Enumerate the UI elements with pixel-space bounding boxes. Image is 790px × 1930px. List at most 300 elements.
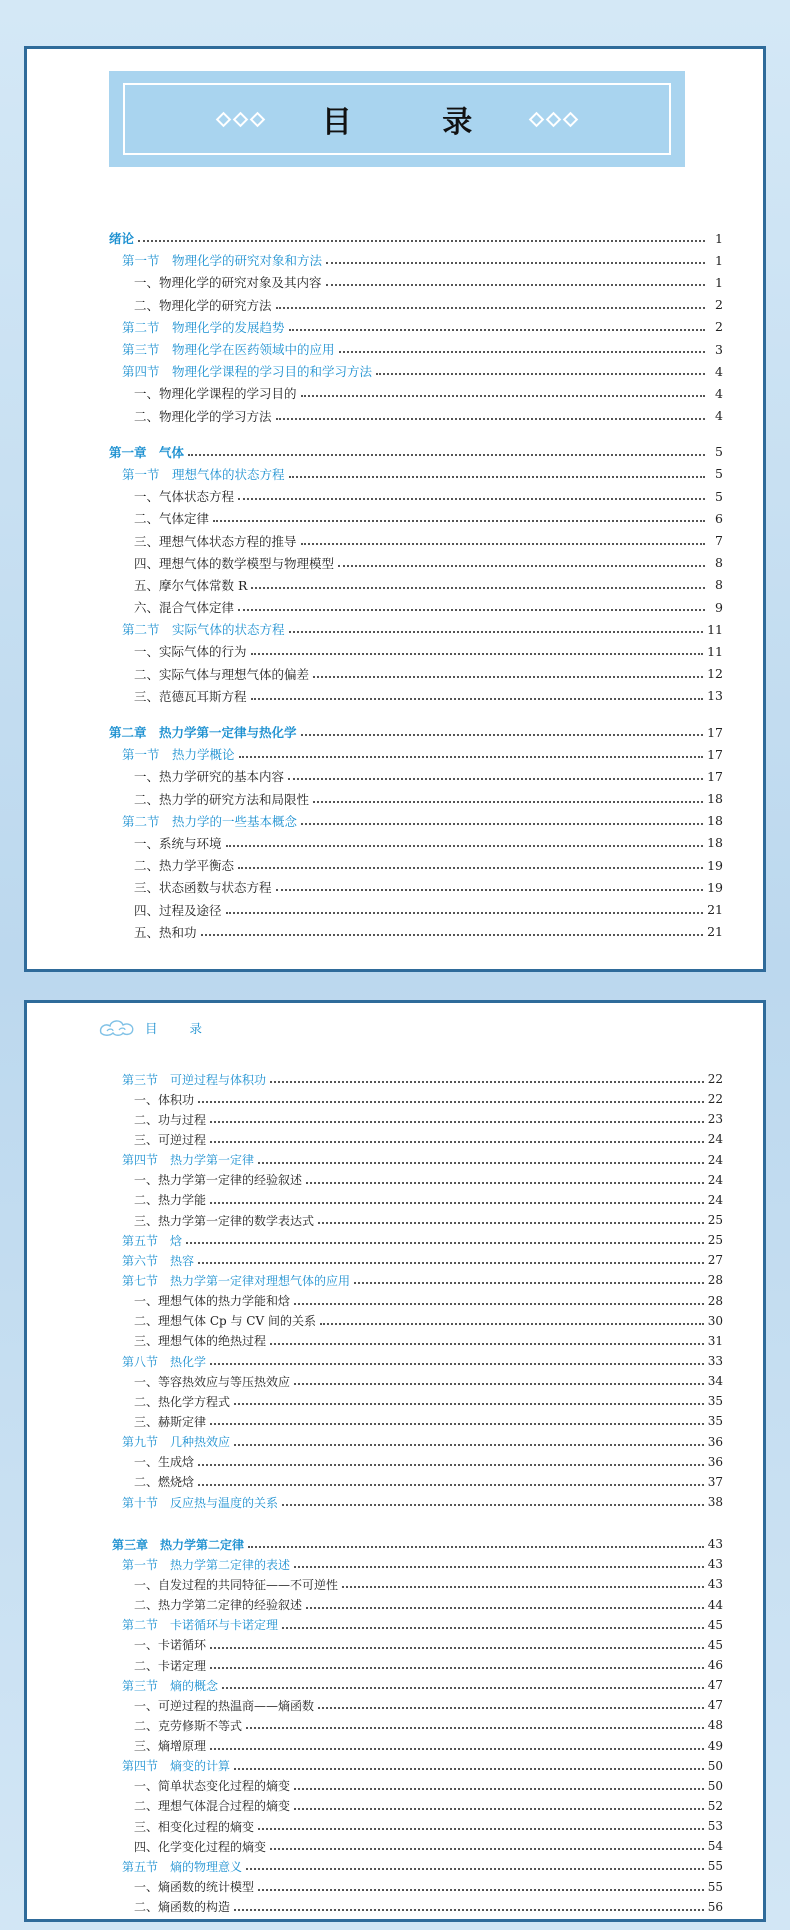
toc-entry-title: 第一节 物理化学的研究对象和方法	[122, 253, 323, 269]
dot-leader	[226, 845, 704, 847]
title-frame	[123, 83, 671, 155]
toc-page-number: 24	[707, 1192, 723, 1207]
toc-subsection[interactable]	[27, 1897, 763, 1917]
toc-entry-title: 二、热化学方程式	[134, 1394, 231, 1409]
toc-page-number: 4	[715, 363, 723, 379]
toc-page-number: 52	[707, 1798, 723, 1813]
toc-page-number: 18	[707, 791, 723, 807]
toc-subsection[interactable]	[27, 1331, 763, 1351]
toc-page-number: 5	[715, 444, 723, 460]
toc-page-number: 27	[707, 1253, 723, 1268]
toc-entry-title: 二、热力学第二定律的经验叙述	[134, 1598, 303, 1613]
toc-page-number: 5	[715, 488, 723, 504]
toc-subsection[interactable]	[27, 1371, 763, 1391]
toc-subsection[interactable]	[27, 1836, 763, 1856]
cloud-ornament-icon	[97, 1017, 137, 1039]
toc-page-number: 35	[707, 1414, 723, 1429]
toc-section[interactable]	[27, 463, 763, 485]
dot-leader	[238, 609, 705, 611]
dot-leader	[210, 1202, 704, 1204]
toc-entry-title: 第三节 可逆过程与体积功	[122, 1072, 267, 1087]
toc-section[interactable]	[27, 1250, 763, 1270]
toc-section[interactable]	[27, 1554, 763, 1574]
left-diamond-ornament-icon	[215, 114, 266, 125]
dot-leader	[246, 1727, 704, 1729]
toc-subsection[interactable]	[27, 876, 763, 898]
dot-leader	[289, 631, 704, 633]
toc-page-number: 17	[707, 746, 723, 762]
dot-leader	[301, 734, 704, 736]
toc-entry-title: 五、热和功	[134, 924, 197, 940]
toc-subsection[interactable]	[27, 529, 763, 551]
toc-page-2	[24, 1000, 766, 1922]
toc-entry-title: 二、热力学平衡态	[134, 858, 235, 874]
toc-page-number: 7	[715, 533, 723, 549]
toc-entry-title: 三、熵增原理	[134, 1739, 207, 1754]
toc-entry-title: 第五节 焓	[122, 1233, 183, 1248]
toc-entry-title: 一、实际气体的行为	[134, 644, 247, 660]
toc-subsection[interactable]	[27, 1109, 763, 1129]
toc-entry-title: 三、范德瓦耳斯方程	[134, 688, 247, 704]
toc-page-number: 36	[707, 1434, 723, 1449]
toc-subsection[interactable]	[27, 271, 763, 293]
toc-entry-title: 二、物理化学的研究方法	[134, 297, 272, 313]
dot-leader	[276, 889, 704, 891]
toc-page-number: 17	[707, 768, 723, 784]
toc-entry-title: 二、克劳修斯不等式	[134, 1718, 243, 1733]
toc-subsection[interactable]	[27, 832, 763, 854]
toc-subsection[interactable]	[27, 1311, 763, 1331]
toc-section[interactable]	[27, 1856, 763, 1876]
dot-leader	[210, 1647, 704, 1649]
toc-entry-title: 一、可逆过程的热温商——熵函数	[134, 1698, 315, 1713]
running-head-title: 目 录	[145, 1021, 216, 1036]
dot-leader	[248, 1546, 704, 1548]
toc-page-number: 19	[707, 857, 723, 873]
toc-entry-title: 第八节 热化学	[122, 1354, 207, 1369]
toc-subsection[interactable]	[27, 1190, 763, 1210]
dot-leader	[138, 240, 705, 242]
toc-page-number: 3	[715, 341, 723, 357]
toc-entry-title: 一、简单状态变化过程的熵变	[134, 1779, 291, 1794]
toc-page-number: 33	[707, 1354, 723, 1369]
toc-subsection[interactable]	[27, 788, 763, 810]
toc-subsection[interactable]	[27, 1411, 763, 1431]
toc-page-number: 43	[707, 1557, 723, 1572]
toc-entry-title: 三、理想气体的绝热过程	[134, 1334, 267, 1349]
toc-section[interactable]	[27, 1069, 763, 1089]
toc-page-number: 22	[707, 1092, 723, 1107]
toc-page-number: 56	[707, 1899, 723, 1914]
toc-entry-title: 第一节 理想气体的状态方程	[122, 466, 285, 482]
dot-leader	[201, 934, 704, 936]
toc-page-number: 4	[715, 385, 723, 401]
toc-entry-title: 五、摩尔气体常数 R	[134, 577, 248, 593]
toc-section[interactable]	[27, 360, 763, 382]
toc-subsection[interactable]	[27, 854, 763, 876]
toc-subsection[interactable]	[27, 1391, 763, 1411]
toc-page-number: 17	[707, 724, 723, 740]
toc-page-number: 11	[707, 621, 723, 637]
page-title: 目 录	[321, 105, 513, 140]
dot-leader	[354, 1282, 704, 1284]
toc-subsection[interactable]	[27, 1210, 763, 1230]
toc-entry-title: 第四节 热力学第一定律	[122, 1153, 255, 1168]
toc-subsection[interactable]	[27, 1715, 763, 1735]
toc-subsection[interactable]	[27, 921, 763, 943]
toc-entry-title: 二、卡诺定理	[134, 1658, 207, 1673]
toc-entry-title: 一、体积功	[134, 1092, 195, 1107]
toc-subsection[interactable]	[27, 663, 763, 685]
dot-leader	[338, 565, 705, 567]
dot-leader	[198, 1101, 704, 1103]
toc-entry-title: 二、热力学的研究方法和局限性	[134, 791, 310, 807]
toc-entry-title: 一、热力学第一定律的经验叙述	[134, 1173, 303, 1188]
toc-section[interactable]	[27, 1270, 763, 1290]
dot-leader	[198, 1464, 704, 1466]
toc-entry-title: 六、混合气体定律	[134, 600, 235, 616]
running-head	[97, 1017, 216, 1039]
toc-subsection[interactable]	[27, 294, 763, 316]
toc-subsection[interactable]	[27, 1170, 763, 1190]
toc-page-number: 49	[707, 1738, 723, 1753]
toc-chapter[interactable]	[27, 1534, 763, 1554]
toc-page-number: 47	[707, 1698, 723, 1713]
toc-entry-title: 三、理想气体状态方程的推导	[134, 533, 297, 549]
dot-leader	[326, 284, 705, 286]
toc-section[interactable]	[27, 1492, 763, 1512]
toc-entry-title: 二、功与过程	[134, 1112, 207, 1127]
toc-section[interactable]	[27, 338, 763, 360]
toc-page-number: 8	[715, 555, 723, 571]
dot-leader	[318, 1222, 704, 1224]
toc-subsection[interactable]	[27, 1635, 763, 1655]
toc-page-number: 50	[707, 1778, 723, 1793]
toc-entry-title: 三、状态函数与状态方程	[134, 880, 272, 896]
toc-subsection[interactable]	[27, 596, 763, 618]
dot-leader	[294, 1303, 704, 1305]
dot-leader	[276, 307, 705, 309]
dot-leader	[222, 1687, 704, 1689]
toc-page-number: 50	[707, 1758, 723, 1773]
toc-page-number: 45	[707, 1637, 723, 1652]
toc-subsection[interactable]	[27, 552, 763, 574]
dot-leader	[210, 1363, 704, 1365]
toc-subsection[interactable]	[27, 382, 763, 404]
toc-subsection[interactable]	[27, 1876, 763, 1896]
toc-page-number: 43	[707, 1537, 723, 1552]
toc-list	[27, 227, 763, 943]
dot-leader	[270, 1848, 704, 1850]
toc-entry-title: 第三章 热力学第二定律	[112, 1537, 245, 1552]
toc-subsection[interactable]	[27, 765, 763, 787]
toc-entry-title: 第二节 实际气体的状态方程	[122, 622, 285, 638]
toc-section[interactable]	[27, 1615, 763, 1635]
toc-entry-title: 绪论	[109, 231, 135, 247]
toc-page-number: 9	[715, 599, 723, 615]
dot-leader	[342, 1586, 704, 1588]
toc-page-number: 18	[707, 835, 723, 851]
toc-subsection[interactable]	[27, 574, 763, 596]
dot-leader	[301, 543, 705, 545]
dot-leader	[282, 1504, 704, 1506]
toc-page-number: 45	[707, 1617, 723, 1632]
toc-page-number: 18	[707, 813, 723, 829]
dot-leader	[301, 823, 703, 825]
toc-page-number: 54	[707, 1839, 723, 1854]
right-diamond-ornament-icon	[528, 114, 579, 125]
toc-page-number: 37	[707, 1474, 723, 1489]
dot-leader	[320, 1323, 704, 1325]
dot-leader	[318, 1707, 704, 1709]
toc-subsection[interactable]	[27, 1796, 763, 1816]
toc-entry-title: 二、燃烧焓	[134, 1475, 195, 1490]
toc-subsection[interactable]	[27, 1695, 763, 1715]
toc-entry-title: 三、相变化过程的熵变	[134, 1819, 255, 1834]
toc-page-number: 28	[707, 1273, 723, 1288]
toc-page-number: 4	[715, 408, 723, 424]
toc-page-number: 36	[707, 1454, 723, 1469]
dot-leader	[246, 1868, 704, 1870]
toc-page-number: 31	[707, 1333, 723, 1348]
toc-subsection[interactable]	[27, 1655, 763, 1675]
toc-chapter[interactable]	[27, 721, 763, 743]
toc-page-number: 46	[707, 1658, 723, 1672]
toc-section[interactable]	[27, 1756, 763, 1776]
toc-entry-title: 二、理想气体混合过程的熵变	[134, 1799, 291, 1814]
toc-section[interactable]	[27, 618, 763, 640]
toc-subsection[interactable]	[27, 1089, 763, 1109]
dot-leader	[188, 454, 705, 456]
dot-leader	[258, 1828, 704, 1830]
toc-subsection[interactable]	[27, 640, 763, 662]
toc-entry-title: 二、实际气体与理想气体的偏差	[134, 666, 310, 682]
toc-subsection[interactable]	[27, 1776, 763, 1796]
toc-page-number: 23	[707, 1112, 723, 1127]
toc-subsection[interactable]	[27, 1129, 763, 1149]
toc-subsection[interactable]	[27, 1472, 763, 1492]
dot-leader	[251, 653, 704, 655]
dot-leader	[186, 1242, 704, 1244]
toc-page-number: 38	[707, 1495, 723, 1510]
toc-entry-title: 一、系统与环境	[134, 835, 222, 851]
toc-page-number: 22	[707, 1072, 723, 1087]
toc-entry-title: 第七节 热力学第一定律对理想气体的应用	[122, 1273, 351, 1288]
toc-subsection[interactable]	[27, 1291, 763, 1311]
toc-entry-title: 三、赫斯定律	[134, 1414, 207, 1429]
toc-section[interactable]	[27, 1675, 763, 1695]
dot-leader	[276, 418, 705, 420]
toc-entry-title: 四、化学变化过程的熵变	[134, 1839, 267, 1854]
toc-entry-title: 二、热力学能	[134, 1193, 207, 1208]
toc-section[interactable]	[27, 743, 763, 765]
toc-subsection[interactable]	[27, 405, 763, 427]
dot-leader	[306, 1182, 704, 1184]
toc-entry-title: 第三节 熵的概念	[122, 1678, 219, 1693]
dot-leader	[289, 476, 705, 478]
toc-entry-title: 第一章 气体	[109, 444, 185, 460]
dot-leader	[282, 1627, 704, 1629]
section-gap	[27, 1512, 763, 1534]
section-gap	[27, 707, 763, 721]
toc-entry-title: 一、熵函数的统计模型	[134, 1880, 255, 1895]
toc-entry-title: 一、理想气体的热力学能和焓	[134, 1294, 291, 1309]
toc-subsection[interactable]	[27, 1574, 763, 1594]
dot-leader	[213, 520, 705, 522]
dot-leader	[251, 698, 704, 700]
toc-page-number: 6	[715, 510, 723, 526]
toc-page-number: 8	[715, 577, 723, 593]
dot-leader	[258, 1162, 704, 1164]
toc-page-number: 35	[707, 1394, 723, 1409]
dot-leader	[234, 1403, 704, 1405]
toc-entry-title: 第六节 热容	[122, 1253, 195, 1268]
toc-page-number: 24	[707, 1152, 723, 1167]
toc-entry-title: 第四节 熵变的计算	[122, 1759, 231, 1774]
title-banner	[109, 71, 685, 167]
toc-page-number: 43	[707, 1577, 723, 1592]
toc-entry-title: 二、物理化学的学习方法	[134, 408, 272, 424]
dot-leader	[238, 498, 705, 500]
toc-entry-title: 第二章 热力学第一定律与热化学	[109, 725, 297, 741]
toc-subsection[interactable]	[27, 1736, 763, 1756]
toc-entry-title: 三、热力学第一定律的数学表达式	[134, 1213, 315, 1228]
dot-leader	[288, 778, 703, 780]
toc-page-number: 21	[707, 902, 723, 918]
toc-section[interactable]	[27, 1150, 763, 1170]
dot-leader	[226, 912, 704, 914]
toc-page-number: 2	[715, 297, 723, 313]
toc-entry-title: 第十节 反应热与温度的关系	[122, 1495, 279, 1510]
toc-page-number: 34	[707, 1374, 723, 1389]
toc-entry-title: 一、卡诺循环	[134, 1638, 207, 1653]
dot-leader	[326, 262, 705, 264]
toc-entry-title: 第二节 卡诺循环与卡诺定理	[122, 1618, 279, 1633]
dot-leader	[339, 351, 705, 353]
toc-page-number: 28	[707, 1293, 723, 1308]
dot-leader	[376, 373, 705, 375]
toc-subsection[interactable]	[27, 1595, 763, 1615]
toc-page-number: 1	[715, 252, 723, 268]
toc-page-number: 5	[715, 466, 723, 482]
toc-entry-title: 一、气体状态方程	[134, 489, 235, 505]
toc-section[interactable]	[27, 316, 763, 338]
toc-page-number: 1	[715, 274, 723, 290]
toc-entry-title: 第二节 热力学的一些基本概念	[122, 813, 298, 829]
toc-page-number: 11	[707, 643, 723, 659]
dot-leader	[270, 1081, 704, 1083]
dot-leader	[210, 1141, 704, 1143]
dot-leader	[251, 587, 705, 589]
toc-entry-title: 三、可逆过程	[134, 1132, 207, 1147]
dot-leader	[294, 1566, 704, 1568]
dot-leader	[270, 1343, 704, 1345]
toc-subsection[interactable]	[27, 685, 763, 707]
dot-leader	[210, 1423, 704, 1425]
toc-page-number: 30	[707, 1313, 723, 1328]
toc-entry-title: 第四节 物理化学课程的学习目的和学习方法	[122, 364, 373, 380]
dot-leader	[234, 1909, 704, 1911]
toc-entry-title: 一、物理化学的研究对象及其内容	[134, 275, 322, 291]
toc-chapter[interactable]	[27, 441, 763, 463]
toc-page-number: 25	[707, 1213, 723, 1228]
toc-entry-title: 第一节 热力学第二定律的表述	[122, 1557, 291, 1572]
toc-page-number: 24	[707, 1132, 723, 1147]
toc-page-number: 19	[707, 879, 723, 895]
toc-section[interactable]	[27, 1432, 763, 1452]
dot-leader	[294, 1808, 704, 1810]
dot-leader	[306, 1607, 704, 1609]
toc-chapter[interactable]	[27, 227, 763, 249]
toc-section[interactable]	[27, 810, 763, 832]
dot-leader	[210, 1667, 704, 1669]
toc-section[interactable]	[27, 249, 763, 271]
section-gap	[27, 427, 763, 441]
toc-page-number: 2	[715, 319, 723, 335]
dot-leader	[210, 1748, 704, 1750]
toc-section[interactable]	[27, 1351, 763, 1371]
toc-page-number: 47	[707, 1678, 723, 1693]
toc-page-number: 55	[707, 1879, 723, 1894]
toc-entry-title: 一、生成焓	[134, 1455, 195, 1470]
dot-leader	[294, 1788, 704, 1790]
dot-leader	[198, 1484, 704, 1486]
toc-list	[27, 1069, 763, 1917]
toc-page-number: 13	[707, 688, 723, 704]
toc-entry-title: 第一节 热力学概论	[122, 747, 235, 763]
dot-leader	[313, 801, 703, 803]
dot-leader	[313, 676, 703, 678]
toc-entry-title: 第九节 几种热效应	[122, 1435, 231, 1450]
toc-entry-title: 一、自发过程的共同特征——不可逆性	[134, 1577, 339, 1592]
toc-page-number: 25	[707, 1233, 723, 1248]
toc-page-number: 1	[715, 230, 723, 246]
toc-subsection[interactable]	[27, 1816, 763, 1836]
toc-subsection[interactable]	[27, 485, 763, 507]
dot-leader	[294, 1383, 704, 1385]
toc-entry-title: 一、物理化学课程的学习目的	[134, 386, 297, 402]
toc-page-number: 53	[707, 1819, 723, 1834]
dot-leader	[289, 329, 705, 331]
dot-leader	[238, 867, 703, 869]
toc-page-number: 21	[707, 924, 723, 940]
toc-page-number: 55	[707, 1859, 723, 1874]
dot-leader	[198, 1262, 704, 1264]
toc-entry-title: 四、理想气体的数学模型与物理模型	[134, 555, 335, 571]
toc-subsection[interactable]	[27, 507, 763, 529]
toc-subsection[interactable]	[27, 898, 763, 920]
toc-page-1	[24, 46, 766, 972]
toc-page-number: 48	[707, 1718, 723, 1733]
dot-leader	[239, 756, 704, 758]
toc-entry-title: 一、热力学研究的基本内容	[134, 769, 285, 785]
dot-leader	[234, 1444, 704, 1446]
dot-leader	[258, 1889, 704, 1891]
dot-leader	[234, 1768, 704, 1770]
dot-leader	[301, 395, 705, 397]
toc-entry-title: 第五节 熵的物理意义	[122, 1859, 243, 1874]
toc-page-number: 12	[707, 666, 723, 682]
toc-subsection[interactable]	[27, 1452, 763, 1472]
toc-entry-title: 第二节 物理化学的发展趋势	[122, 319, 285, 335]
toc-page-number: 24	[707, 1172, 723, 1187]
toc-entry-title: 第三节 物理化学在医药领域中的应用	[122, 342, 335, 358]
dot-leader	[210, 1121, 704, 1123]
toc-page-number: 44	[707, 1597, 723, 1612]
toc-entry-title: 一、等容热效应与等压热效应	[134, 1374, 291, 1389]
toc-section[interactable]	[27, 1230, 763, 1250]
toc-entry-title: 二、理想气体 Cp 与 CV 间的关系	[134, 1314, 316, 1329]
